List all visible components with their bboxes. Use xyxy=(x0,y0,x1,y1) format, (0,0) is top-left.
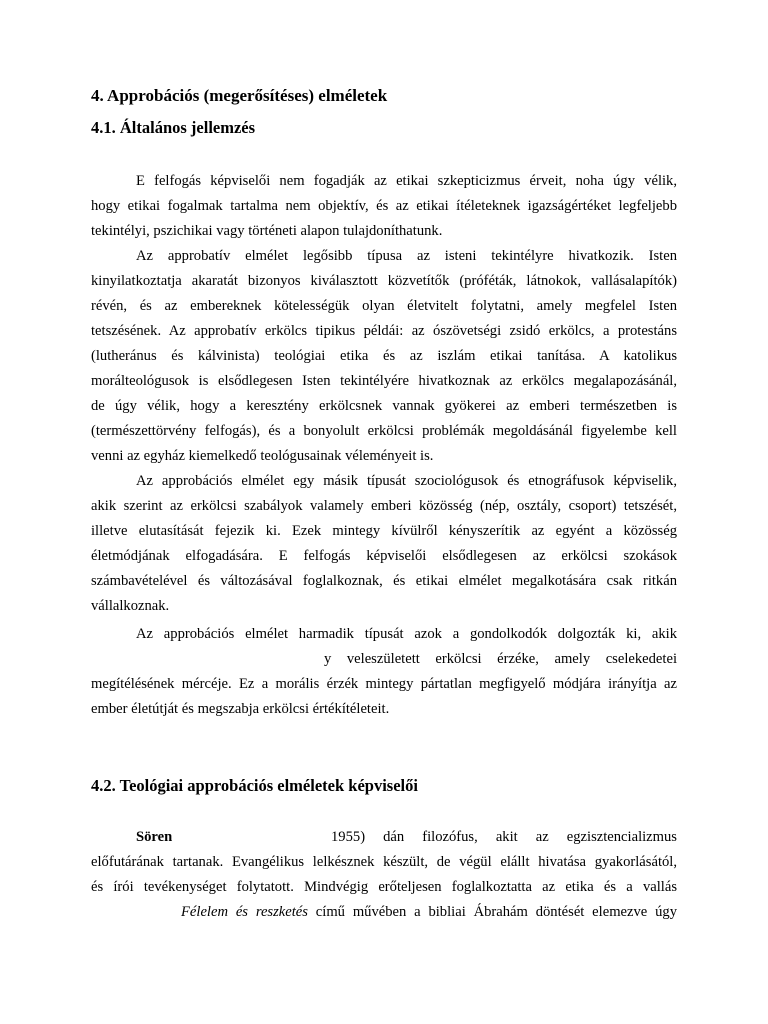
text-line: (természettörvény felfogás), és a bonyolult erkölcsi problémák megoldásánál figyelembe kell xyxy=(91,423,677,439)
text-line: megítélésének mércéje. Ez a morális érzék mintegy pártatlan megfigyelő módjára irányítja az xyxy=(91,676,677,692)
section-heading-theological: 4.2. Teológiai approbációs elméletek képviselői xyxy=(91,776,418,795)
text-line: akik szerint az erkölcsi szabályok valamely emberi közösség (nép, osztály, csoport) tetszését, xyxy=(91,498,677,514)
text-line: venni az egyház kiemelkedő teológusainak véleményeit is. xyxy=(91,448,434,464)
text-line-with-title xyxy=(181,903,677,921)
text-fragment: című művében a bibliai Ábrahám döntését elemezve úgy xyxy=(307,904,677,920)
text-line: 1955) dán filozófus, akit az egzisztencializmus xyxy=(331,829,677,845)
text-line: ember életútját és megszabja erkölcsi értékítéleteit. xyxy=(91,701,390,717)
text-line: hogy etikai fogalmak tartalma nem objektív, és az etikai ítéleteknek igazságértéket legfeljebb xyxy=(91,198,677,214)
text-line: y veleszületett erkölcsi érzéke, amely cselekedetei xyxy=(324,651,677,667)
text-line: révén, és az embereknek kötelességük olyan életvitelt folytatni, amely megfelel Isten xyxy=(91,298,677,314)
text-line: kinyilatkoztatja akaratát bizonyos kiválasztott közvetítők (próféták, látnokok, vallásalapítók) xyxy=(91,273,677,289)
text-line: Az approbációs elmélet harmadik típusát azok a gondolkodók dolgozták ki, akik xyxy=(136,626,677,642)
chapter-heading: 4. Approbációs (megerősítéses) elméletek xyxy=(91,86,388,105)
book-title: Félelem és reszketés xyxy=(181,904,308,920)
text-line: (lutheránus és kálvinista) teológiai etika és az iszlám etikai tanítása. A katolikus xyxy=(91,348,677,364)
text-line: vállalkoznak. xyxy=(91,598,170,614)
text-line: számbavételével és változásával foglalkoznak, és etikai elmélet megalkotására csak ritkán xyxy=(91,573,677,589)
text-line: Az approbációs elmélet egy másik típusát szociológusok és etnográfusok képviselik, xyxy=(136,473,677,489)
text-line: életmódjának elfogadására. E felfogás képviselői elsődlegesen az erkölcsi szokások xyxy=(91,548,677,564)
text-line: tekintélyi, pszichikai vagy történeti alapon tulajdoníthatunk. xyxy=(91,223,443,239)
text-line: illetve elutasítását fejezik ki. Ezek mintegy kívülről kényszerítik az egyént a közösség xyxy=(91,523,677,539)
section-heading-general: 4.1. Általános jellemzés xyxy=(91,118,256,137)
text-line: E felfogás képviselői nem fogadják az etikai szkepticizmus érveit, noha úgy vélik, xyxy=(136,173,677,189)
text-line: morálteológusok is elsődlegesen Isten tekintélyére hivatkoznak az erkölcs megalapozásánál, xyxy=(91,373,677,389)
text-line: előfutárának tartanak. Evangélikus lelkésznek készült, de végül elállt hivatása gyakorlásától, xyxy=(91,854,677,870)
text-line: tetszésének. Az approbatív erkölcs tipikus példái: az ószövetségi zsidó erkölcs, a protestáns xyxy=(91,323,677,339)
text-line: de úgy vélik, hogy a keresztény erkölcsnek vannak gyökerei az emberi természetben is xyxy=(91,398,677,414)
author-name: Sören xyxy=(136,829,173,845)
text-line: és írói tevékenységet folytatott. Mindvégig erőteljesen foglalkoztatta az etika és a vallás xyxy=(91,879,677,895)
text-line: Az approbatív elmélet legősibb típusa az isteni tekintélyre hivatkozik. Isten xyxy=(136,248,677,264)
